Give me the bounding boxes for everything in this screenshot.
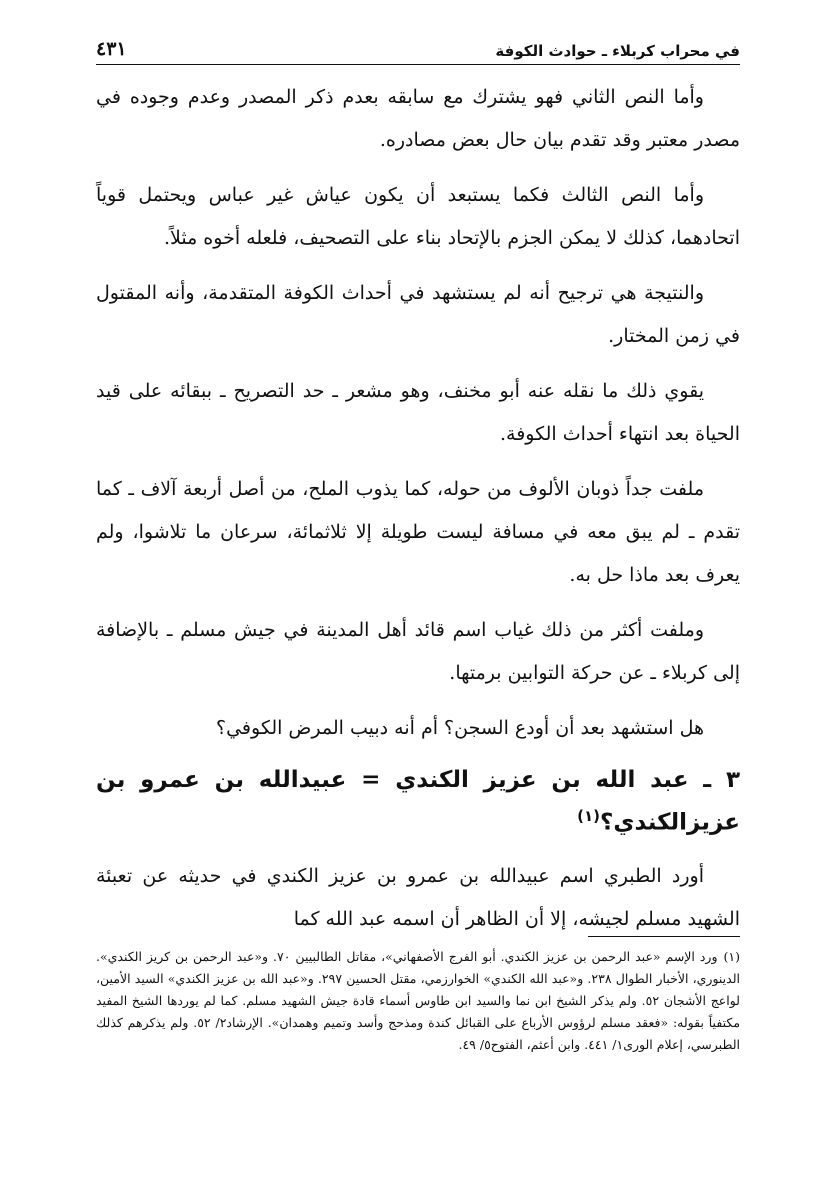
running-header: [96, 30, 740, 60]
page-number: ٤٣١: [96, 38, 127, 60]
footnote-divider: [588, 936, 740, 937]
paragraph-3: والنتيجة هي ترجيح أنه لم يستشهد في أحداث الكوفة المتقدمة، وأنه المقتول في زمن المختار.: [96, 282, 740, 347]
footnote: [96, 946, 740, 1056]
paragraph-1: وأما النص الثاني فهو يشترك مع سابقه بعدم ذكر المصدر وعدم وجوده في مصدر معتبر وقد تقدم بيان حال بعض مصادره.: [96, 86, 740, 151]
header-divider: [96, 64, 740, 65]
paragraph-6: وملفت أكثر من ذلك غياب اسم قائد أهل المدينة في جيش مسلم ـ بالإضافة إلى كربلاء ـ عن حركة التوابين برمتها.: [96, 619, 740, 684]
paragraph-4: يقوي ذلك ما نقله عنه أبو مخنف، وهو مشعر ـ حد التصريح ـ ببقائه على قيد الحياة بعد انتهاء أحداث الكوفة.: [96, 380, 740, 445]
running-title: في محراب كربلاء ـ حوادث الكوفة: [495, 42, 740, 60]
paragraph-5: ملفت جداً ذوبان الألوف من حوله، كما يذوب الملح، من أصل أربعة آلاف ـ كما تقدم ـ لم يبق معه في مسافة ليست طويلة إلا ثلاثمائة، سرعان ما تلاشوا، ولم يعرف بعد ماذا حل به.: [96, 478, 740, 586]
paragraph-2: وأما النص الثالث فكما يستبعد أن يكون عياش غير عباس ويحتمل قوياً اتحادهما، كذلك لا يمكن الجزم بالإتحاد بناء على التصحيف، فلعله أخوه مثلاً.: [96, 184, 740, 249]
footnote-reference: (١): [577, 807, 601, 825]
section-heading-text: ٣ ـ عبد الله بن عزيز الكندي = عبيدالله بن عمرو بن عزيزالكندي؟: [96, 767, 740, 836]
footnote-text: ورد الإسم «عبد الرحمن بن عزيز الكندي. أبو الفرج الأصفهاني»، مقاتل الطالبيين ٧٠. و«عبد الرحمن بن كريز الكندي». الدينوري، الأخبار الطوال ٢٣٨. و«عبد الله الكندي» الخوارزمي، مقتل الحسين ٢٩٧. و«عبد الله بن عزيز الكندي» السيد الأمين، لواعج الأشجان ٥٢. ولم يذكر الشيخ ابن نما والسيد ابن طاوس أسماء قادة جيش الشهيد مسلم. كما لم يوردها الشيخ المفيد مكتفياً بقوله: «فعقد مسلم لرؤوس الأرباع على القبائل كندة ومذحج وأسد وتميم وهمدان». الإرشاد٢/ ٥٢. ولم يذكرهم كذلك الطبرسي، إعلام الورى١/ ٤٤١. وابن أعثم، الفتوح٥/ ٤٩.: [96, 949, 741, 1052]
footnote-marker: (١): [723, 949, 740, 964]
main-text: [96, 76, 740, 953]
section-heading: [96, 762, 740, 841]
paragraph-8: أورد الطبري اسم عبيدالله بن عمرو بن عزيز الكندي في حديثه عن تعبئة الشهيد مسلم لجيشه، إلا أن الظاهر أن اسمه عبد الله كما: [96, 864, 740, 930]
paragraph-7: هل استشهد بعد أن أودع السجن؟ أم أنه دبيب المرض الكوفي؟: [216, 717, 704, 739]
